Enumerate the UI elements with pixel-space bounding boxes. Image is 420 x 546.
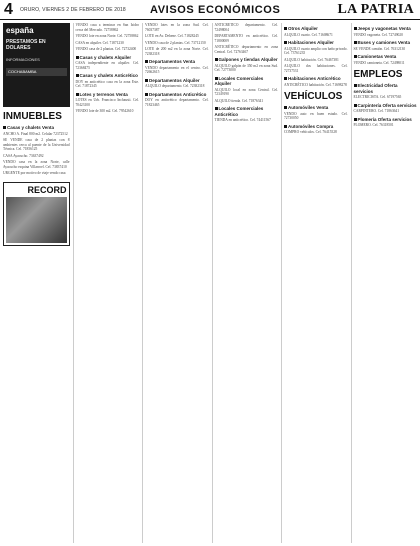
square-bullet-icon bbox=[284, 41, 287, 44]
classified-ad-text: ALQUILO local en zona Central. Cel. 72349190 bbox=[214, 87, 278, 96]
classified-ad bbox=[3, 160, 70, 169]
square-bullet-icon bbox=[76, 93, 79, 96]
category-heading: INMUEBLES bbox=[3, 111, 62, 122]
subcategory-label: Casas y chalets Alquiler bbox=[79, 54, 132, 60]
classified-ad-text: VENDO lote de 300 m2. Cel. 79542610 bbox=[75, 109, 134, 113]
category-heading: VEHÍCULOS bbox=[284, 91, 343, 102]
column-5 bbox=[281, 23, 348, 543]
ad-espana-footer: COCHABAMBA bbox=[6, 68, 67, 76]
column-2-body bbox=[76, 23, 140, 114]
newspaper-brand: LA PATRIA bbox=[337, 2, 414, 17]
classified-ad bbox=[215, 99, 279, 104]
classified-ad bbox=[215, 45, 279, 54]
classified-ad-text: ANTICRÉTICO habitación. Cel. 71698278 bbox=[284, 82, 347, 87]
classified-ad bbox=[145, 41, 209, 46]
classified-ad-text: ANCHO A. Final 800 m2. Celular 72372512 bbox=[3, 131, 68, 136]
classified-ad bbox=[215, 118, 279, 123]
subcategory-heading bbox=[76, 55, 140, 61]
subcategory-heading bbox=[215, 57, 279, 63]
column-3-body bbox=[145, 23, 209, 107]
square-bullet-icon bbox=[145, 93, 148, 96]
classified-ad bbox=[215, 34, 279, 43]
classified-ad bbox=[284, 33, 348, 38]
column-6 bbox=[351, 23, 418, 543]
subcategory-label: Locales Comerciales Anticrético bbox=[214, 106, 264, 117]
classified-ad bbox=[354, 33, 418, 38]
square-bullet-icon bbox=[145, 79, 148, 82]
page-number: 4 bbox=[4, 1, 13, 18]
classified-ad bbox=[145, 23, 209, 32]
classified-ad-text: DOY en anticrético departamento. Cel. 71823465 bbox=[145, 98, 209, 107]
classified-ad bbox=[76, 109, 140, 114]
subcategory-heading bbox=[3, 125, 70, 131]
classified-ad-text: ALQUILO dos habitaciones. Cel. 72737531 bbox=[284, 64, 348, 73]
classified-ad bbox=[76, 47, 140, 52]
classified-ad-text: VENDO casa a terminar en San Isidro cerca del Mercado. 72758862 bbox=[75, 23, 139, 32]
subcategory-heading bbox=[76, 92, 140, 98]
subcategory-heading bbox=[284, 124, 348, 130]
classified-ad bbox=[3, 132, 70, 137]
classified-ad-text: VENDO casa en la zona Norte, calle Ayacucho esquina Villarroel. Cel. 73837410 bbox=[3, 160, 70, 169]
subcategory-label: Casas y chalets Anticrético bbox=[79, 73, 138, 78]
classified-ad bbox=[354, 61, 418, 66]
square-bullet-icon bbox=[354, 55, 357, 58]
classified-ad-text: CARPINTERO. Cel. 71863641 bbox=[353, 109, 400, 113]
classified-ad-text: VENDO vagoneta. Cel. 72749020 bbox=[353, 32, 403, 37]
square-bullet-icon bbox=[354, 41, 357, 44]
classified-ad bbox=[145, 84, 209, 89]
subcategory-label: Camionetas Venta bbox=[357, 54, 397, 59]
subcategory-label: Casas y chalets Venta bbox=[7, 125, 55, 130]
classified-ad-text: CASA Ayacucho. 73637492 bbox=[3, 153, 44, 158]
classified-ad-text: TIENDA en anticrético. Cel. 74411567 bbox=[214, 118, 271, 122]
ad-espana-tagline: INFORMACIONES bbox=[6, 57, 40, 62]
subcategory-heading bbox=[145, 78, 209, 84]
classified-ad bbox=[76, 80, 140, 89]
subcategory-heading bbox=[284, 40, 348, 46]
square-bullet-icon bbox=[215, 107, 218, 110]
classified-ad-text: SE VENDE camión. Cel. 76312130 bbox=[353, 46, 406, 51]
classified-ad bbox=[145, 98, 209, 107]
classified-ad bbox=[215, 64, 279, 73]
subcategory-label: Jeeps y vagonetas Venta bbox=[357, 26, 411, 31]
classified-ad bbox=[354, 95, 418, 100]
square-bullet-icon bbox=[145, 60, 148, 63]
subcategory-label: Automóviles Compra bbox=[288, 123, 334, 129]
classified-ad-text: ELECTRICISTA. Cel. 67197565 bbox=[353, 95, 402, 99]
subcategory-label: Galpones y tiendas Alquiler bbox=[218, 57, 278, 62]
column-3 bbox=[142, 23, 209, 543]
classified-ad-text: VENDO casa de 2 plantas. Cel. 72732400 bbox=[75, 47, 137, 51]
classified-ad-text: LOTE en Av. Dehene. Cel. 71828245 bbox=[145, 34, 199, 38]
classified-ad-text: ALQUILO cuarto amplio con baño privado. Cel. 73761235 bbox=[284, 46, 348, 55]
category-heading: EMPLEOS bbox=[353, 69, 403, 80]
classified-ad bbox=[284, 112, 348, 121]
column-5-body bbox=[284, 26, 348, 135]
classified-ad bbox=[284, 58, 348, 63]
classified-ad bbox=[284, 47, 348, 56]
subcategory-heading bbox=[354, 117, 418, 123]
classified-ad bbox=[76, 23, 140, 32]
classified-ad bbox=[145, 47, 209, 56]
classified-ad-text: ALQUILO cuarto. Cel. 71608671 bbox=[284, 32, 333, 37]
classified-ad-text: ALQUILO departamento. Cel. 72382318 bbox=[145, 84, 205, 88]
subcategory-label: Departamentos Venta bbox=[149, 59, 196, 64]
subcategory-heading bbox=[284, 26, 348, 32]
square-bullet-icon bbox=[3, 126, 6, 129]
classified-ad bbox=[284, 83, 348, 88]
classified-ad-text: PLOMERO. Cel. 76318501 bbox=[353, 123, 394, 127]
classified-ad-text: LOTE de 200 m2 en la zona Norte. Cel. 72382318 bbox=[145, 47, 209, 56]
square-bullet-icon bbox=[284, 77, 287, 80]
classified-ad bbox=[354, 109, 418, 114]
classified-ad bbox=[284, 64, 348, 73]
classified-ad-text: ANTICRETICO departamento. Cel. 72498004 bbox=[214, 23, 278, 32]
subcategory-heading bbox=[215, 76, 279, 87]
classified-ad-text: VENDO casa de 2 plantas. Cel. 73712150 bbox=[145, 40, 206, 45]
column-1-body bbox=[3, 111, 70, 176]
classified-ad-text: COMPRO vehículos. Cel. 76415528 bbox=[284, 130, 337, 134]
classified-ad bbox=[76, 98, 140, 107]
classified-ad-text: CASA en alquiler. Cel. 71871230 bbox=[75, 40, 124, 45]
subcategory-label: Buses y camiones Venta bbox=[357, 40, 411, 45]
classified-ad bbox=[76, 34, 140, 39]
classified-ad-text: DEPARTAMENTO en anticrético. Cel. 71800009 bbox=[214, 34, 278, 43]
ad-espana-title: españa bbox=[6, 26, 34, 35]
subcategory-label: Carpintería Oferta servicios bbox=[357, 102, 417, 108]
ad-record-title: RECORD bbox=[27, 184, 67, 195]
column-6-body bbox=[354, 26, 418, 128]
subcategory-heading bbox=[354, 103, 418, 109]
classified-ad-text: LOTES en Urb. Francisco Inchausti. Cel. 70423100 bbox=[75, 98, 139, 107]
classified-ad bbox=[3, 171, 70, 176]
classified-ad-text: URGENTE por motivo de viaje vendo casa bbox=[3, 171, 66, 175]
square-bullet-icon bbox=[284, 27, 287, 30]
classified-ad-text: VENDO camioneta. Cel. 72498011 bbox=[353, 60, 405, 65]
espana-advertisement bbox=[3, 23, 70, 107]
classified-ad-text: VENDO lotes en la zona Sud. Cel. 76037387 bbox=[145, 23, 209, 32]
classified-ad bbox=[354, 47, 418, 52]
classified-ad bbox=[76, 61, 140, 70]
column-4-body bbox=[215, 23, 279, 123]
subcategory-label: Lotes y terrenos Venta bbox=[79, 91, 128, 97]
square-bullet-icon bbox=[354, 27, 357, 30]
date-line: ORURO, VIERNES 2 DE FEBRERO DE 2018 bbox=[20, 7, 126, 13]
classified-ad bbox=[3, 138, 70, 152]
square-bullet-icon bbox=[284, 125, 287, 128]
subcategory-heading bbox=[354, 54, 418, 60]
classified-ad-text: ALQUILO habitación. Cel. 76467381 bbox=[284, 57, 339, 62]
classified-ad-text: VENDO departamento en el centro. Cel. 72662615 bbox=[145, 65, 209, 74]
classified-ad bbox=[354, 123, 418, 128]
subcategory-label: Plomería Oferta servicios bbox=[357, 116, 412, 122]
square-bullet-icon bbox=[354, 118, 357, 121]
subcategory-heading bbox=[284, 76, 348, 82]
record-advertisement bbox=[3, 182, 70, 246]
classifieds-columns bbox=[3, 23, 417, 543]
classified-ad bbox=[145, 34, 209, 39]
subcategory-heading bbox=[354, 83, 418, 94]
square-bullet-icon bbox=[76, 74, 79, 77]
classified-ad-text: ANTICRÉTICO departamento en zona Central. Cel. 72763467 bbox=[214, 45, 278, 54]
classified-ad-text: VENDO lote en zona Norte. Cel. 72758862 bbox=[75, 34, 139, 38]
square-bullet-icon bbox=[215, 77, 218, 80]
subcategory-label: Habitaciones Anticrético bbox=[288, 76, 341, 81]
classified-ad-text: ALQUILO tienda. Cel. 71876341 bbox=[214, 98, 264, 103]
square-bullet-icon bbox=[354, 104, 357, 107]
subcategory-heading bbox=[354, 26, 418, 32]
classified-ad bbox=[3, 154, 70, 159]
classified-ad bbox=[145, 66, 209, 75]
subcategory-heading bbox=[145, 92, 209, 98]
column-2 bbox=[73, 23, 140, 543]
column-1 bbox=[3, 23, 70, 543]
ad-record-photo bbox=[6, 197, 67, 243]
classified-ad-text: DOY en anticrético casa en la zona Este. Cel. 71872345 bbox=[75, 79, 139, 88]
square-bullet-icon bbox=[215, 58, 218, 61]
column-4 bbox=[212, 23, 279, 543]
subcategory-heading bbox=[284, 105, 348, 111]
subcategory-label: Departamentos Anticrético bbox=[149, 91, 207, 97]
classified-ad-text: VENDO auto en buen estado. Cel. 72730050 bbox=[284, 111, 348, 120]
section-title: AVISOS ECONÓMICOS bbox=[150, 4, 281, 16]
subcategory-heading bbox=[215, 106, 279, 117]
subcategory-heading bbox=[145, 59, 209, 65]
square-bullet-icon bbox=[354, 84, 357, 87]
classified-ad bbox=[284, 130, 348, 135]
classified-ad bbox=[215, 23, 279, 32]
subcategory-label: Habitaciones Alquiler bbox=[288, 40, 334, 45]
subcategory-label: Departamentos Alquiler bbox=[149, 77, 200, 83]
subcategory-label: Electricidad Oferta servicios bbox=[353, 83, 398, 94]
subcategory-label: Automóviles Venta bbox=[288, 105, 329, 110]
classified-ad-text: CASA independiente en alquiler. Cel. 72368475 bbox=[75, 61, 139, 70]
square-bullet-icon bbox=[284, 106, 287, 109]
subcategory-label: Locales Comerciales Alquiler bbox=[214, 75, 264, 86]
page-header bbox=[0, 0, 420, 20]
classified-ad bbox=[76, 41, 140, 46]
square-bullet-icon bbox=[76, 56, 79, 59]
subcategory-heading bbox=[76, 73, 140, 79]
subcategory-heading bbox=[354, 40, 418, 46]
classified-ad-text: SE VENDE casa de 2 plantas con 8 ambientes cerca al puente de la Universidad Técnica. Cel. 71856125 bbox=[3, 138, 70, 151]
ad-espana-headline: PRESTAMOS EN DOLARES bbox=[6, 39, 46, 51]
subcategory-label: Otros Alquiler bbox=[288, 26, 318, 31]
classified-ad bbox=[215, 88, 279, 97]
classified-ad-text: ALQUILO galpón de 350 m2 en zona Sud. Cel. 72773000 bbox=[214, 63, 278, 72]
